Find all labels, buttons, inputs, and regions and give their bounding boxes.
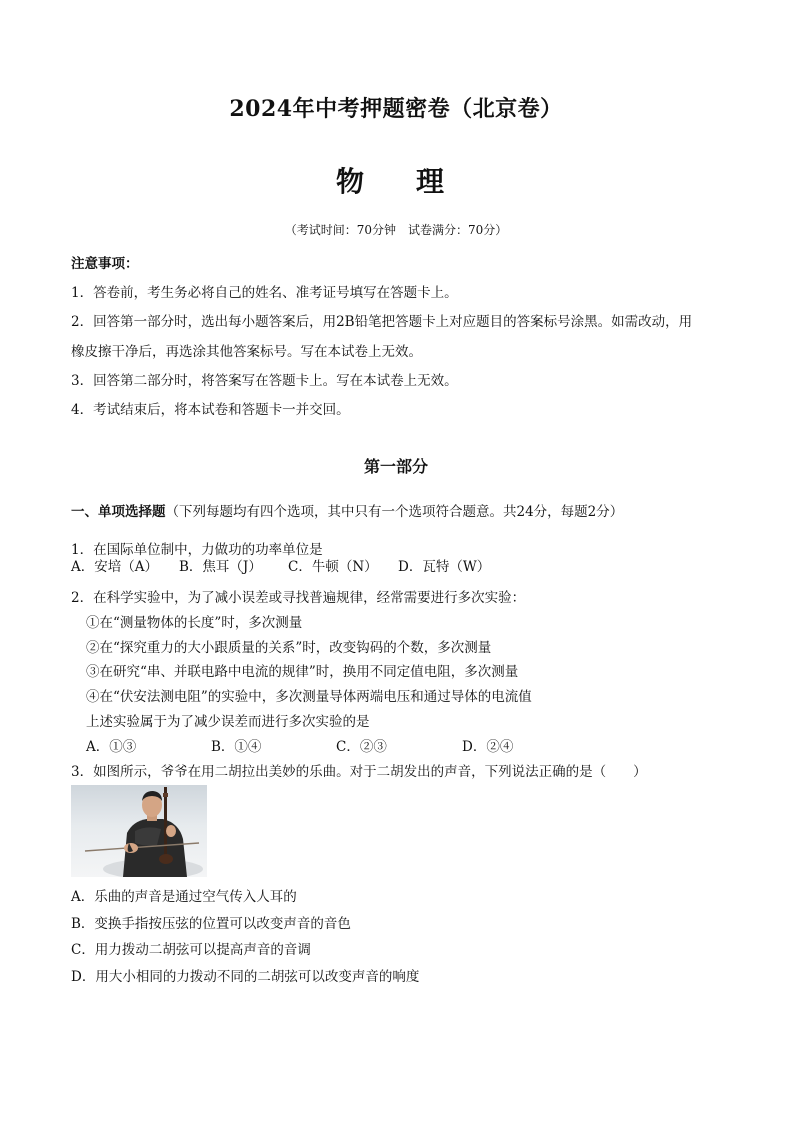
notice-item-2-cont: 橡皮擦干净后，再选涂其他答案标号。写在本试卷上无效。 xyxy=(71,344,422,360)
notice-item-2: 2．回答第一部分时，选出每小题答案后，用2B铅笔把答题卡上对应题目的答案标号涂黑。如需改动，用 xyxy=(71,314,693,330)
q1-option-b: B．焦耳（J） xyxy=(179,559,262,575)
q2-option-a: A．①③ xyxy=(86,739,137,755)
exam-time-info: （考试时间：70分钟 试卷满分：70分） xyxy=(284,223,508,237)
notice-item-4: 4．考试结束后，将本试卷和答题卡一并交回。 xyxy=(71,402,350,418)
q2-summary: 上述实验属于为了减少误差而进行多次实验的是 xyxy=(86,714,370,730)
part-title: 第一部分 xyxy=(363,457,428,476)
q1-stem: 1．在国际单位制中，力做功的功率单位是 xyxy=(71,542,323,558)
q1-option-a: A．安培（A） xyxy=(71,559,158,575)
q3-option-d: D．用大小相同的力拨动不同的二胡弦可以改变声音的响度 xyxy=(71,969,420,985)
q1-option-c: C．牛顿（N） xyxy=(288,559,378,575)
q2-item-2: ②在“探究重力的大小跟质量的关系”时，改变钩码的个数，多次测量 xyxy=(86,640,492,656)
section-heading xyxy=(71,500,623,520)
section-label: 一、单项选择题 xyxy=(71,504,166,520)
q3-option-b: B．变换手指按压弦的位置可以改变声音的音色 xyxy=(71,916,351,932)
q2-item-1: ①在“测量物体的长度”时，多次测量 xyxy=(86,615,303,631)
notice-heading: 注意事项： xyxy=(71,256,139,272)
notice-item-3: 3．回答第二部分时，将答案写在答题卡上。写在本试卷上无效。 xyxy=(71,373,458,389)
q2-option-c: C．②③ xyxy=(336,739,387,755)
section-desc: （下列每题均有四个选项，其中只有一个选项符合题意。共24分，每题2分） xyxy=(165,504,624,520)
q2-item-3: ③在研究“串、并联电路中电流的规律”时，换用不同定值电阻，多次测量 xyxy=(86,664,519,680)
q2-stem: 2．在科学实验中，为了减小误差或寻找普遍规律，经常需要进行多次实验： xyxy=(71,590,526,606)
exam-title: 2024年中考押题密卷（北京卷） xyxy=(229,96,563,122)
erhu-player-photo xyxy=(71,785,207,877)
q3-stem: 3．如图所示，爷爷在用二胡拉出美妙的乐曲。对于二胡发出的声音，下列说法正确的是（ ） xyxy=(71,764,647,780)
q2-option-d: D．②④ xyxy=(462,739,514,755)
subject-title: 物 理 xyxy=(335,165,456,198)
notice-item-1: 1．答卷前，考生务必将自己的姓名、准考证号填写在答题卡上。 xyxy=(71,285,458,301)
q3-option-a: A．乐曲的声音是通过空气传入人耳的 xyxy=(71,889,297,905)
q2-item-4: ④在“伏安法测电阻”的实验中，多次测量导体两端电压和通过导体的电流值 xyxy=(86,689,532,705)
erhu-player-illustration xyxy=(71,785,207,877)
q2-option-b: B．①④ xyxy=(211,739,262,755)
q3-option-c: C．用力拨动二胡弦可以提高声音的音调 xyxy=(71,942,311,958)
q1-option-d: D．瓦特（W） xyxy=(398,559,491,575)
